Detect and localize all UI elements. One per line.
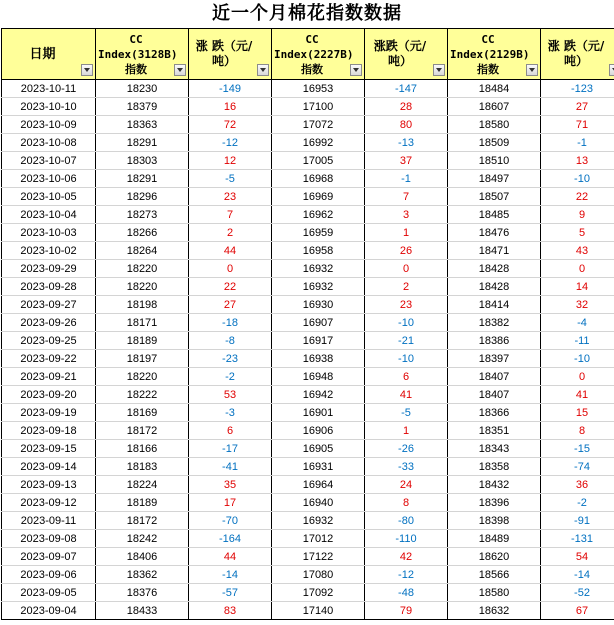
cell-change-2129b[interactable]: -10 [541, 170, 614, 188]
cell-index-2129b[interactable]: 18382 [448, 314, 541, 332]
cell-index-3128b[interactable]: 18406 [96, 548, 189, 566]
cell-change-3128b[interactable]: -149 [189, 80, 272, 98]
cell-change-2227b[interactable]: 1 [365, 224, 448, 242]
cell-index-3128b[interactable]: 18376 [96, 584, 189, 602]
cell-change-2129b[interactable]: 14 [541, 278, 614, 296]
cell-index-2227b[interactable]: 17100 [272, 98, 365, 116]
table-row [2, 476, 614, 494]
cell-index-3128b[interactable]: 18189 [96, 332, 189, 350]
cell-index-2227b[interactable]: 16969 [272, 188, 365, 206]
cell-index-2227b[interactable]: 17122 [272, 548, 365, 566]
cell-change-3128b[interactable]: -70 [189, 512, 272, 530]
cell-date[interactable]: 2023-09-27 [2, 296, 96, 314]
table-row [2, 134, 614, 152]
cell-change-2227b[interactable]: 8 [365, 494, 448, 512]
cell-index-3128b[interactable]: 18242 [96, 530, 189, 548]
cell-change-3128b[interactable]: 6 [189, 422, 272, 440]
cell-index-2129b[interactable]: 18397 [448, 350, 541, 368]
cell-change-3128b[interactable]: 16 [189, 98, 272, 116]
cell-change-3128b[interactable]: -2 [189, 368, 272, 386]
cell-date[interactable]: 2023-10-07 [2, 152, 96, 170]
cell-change-3128b[interactable]: 0 [189, 260, 272, 278]
table-row [2, 584, 614, 602]
cell-change-2129b[interactable]: 67 [541, 602, 614, 620]
cell-index-3128b[interactable]: 18230 [96, 80, 189, 98]
cell-index-3128b[interactable]: 18172 [96, 512, 189, 530]
cell-change-2129b[interactable]: -123 [541, 80, 614, 98]
cell-date[interactable]: 2023-09-11 [2, 512, 96, 530]
cell-change-3128b[interactable]: -41 [189, 458, 272, 476]
cell-date[interactable]: 2023-09-22 [2, 350, 96, 368]
table-row [2, 296, 614, 314]
cell-change-3128b[interactable]: -5 [189, 170, 272, 188]
cell-date[interactable]: 2023-09-29 [2, 260, 96, 278]
cell-change-2129b[interactable]: 71 [541, 116, 614, 134]
cell-index-2129b[interactable]: 18398 [448, 512, 541, 530]
cell-date[interactable]: 2023-10-08 [2, 134, 96, 152]
cell-index-3128b[interactable]: 18189 [96, 494, 189, 512]
cell-index-2129b[interactable]: 18351 [448, 422, 541, 440]
table-row [2, 512, 614, 530]
cell-change-2227b[interactable]: -110 [365, 530, 448, 548]
cell-date[interactable]: 2023-09-06 [2, 566, 96, 584]
header-label-line1: 涨 跌（元/ [547, 39, 605, 53]
cell-change-2129b[interactable]: 32 [541, 296, 614, 314]
cell-index-3128b[interactable]: 18166 [96, 440, 189, 458]
table-row [2, 152, 614, 170]
cell-index-2129b[interactable]: 18510 [448, 152, 541, 170]
header-change-2129b [541, 29, 614, 80]
cell-change-2227b[interactable]: -33 [365, 458, 448, 476]
cell-change-3128b[interactable]: 27 [189, 296, 272, 314]
cell-index-3128b[interactable]: 18296 [96, 188, 189, 206]
cell-index-3128b[interactable]: 18291 [96, 170, 189, 188]
cell-index-2227b[interactable]: 16992 [272, 134, 365, 152]
cell-change-3128b[interactable]: -57 [189, 584, 272, 602]
filter-dropdown-icon[interactable] [174, 64, 186, 76]
header-label-line1: 涨 跌（元/ [195, 39, 253, 53]
cell-index-3128b[interactable]: 18291 [96, 134, 189, 152]
cell-index-2227b[interactable]: 16948 [272, 368, 365, 386]
table-row [2, 440, 614, 458]
table-row [2, 242, 614, 260]
cell-index-3128b[interactable]: 18266 [96, 224, 189, 242]
header-index-2227b [272, 29, 365, 80]
cell-change-3128b[interactable]: -17 [189, 440, 272, 458]
cell-change-2227b[interactable]: 7 [365, 188, 448, 206]
cell-index-2129b[interactable]: 18484 [448, 80, 541, 98]
cell-index-2227b[interactable]: 16901 [272, 404, 365, 422]
table-row [2, 494, 614, 512]
cell-date[interactable]: 2023-09-08 [2, 530, 96, 548]
cell-index-2129b[interactable]: 18428 [448, 278, 541, 296]
cell-index-2227b[interactable]: 17072 [272, 116, 365, 134]
header-index-2129b [448, 29, 541, 80]
cell-date[interactable]: 2023-09-05 [2, 584, 96, 602]
cell-index-2227b[interactable]: 16940 [272, 494, 365, 512]
table-row [2, 350, 614, 368]
cell-index-3128b[interactable]: 18433 [96, 602, 189, 620]
cell-date[interactable]: 2023-10-09 [2, 116, 96, 134]
cell-change-2129b[interactable]: -1 [541, 134, 614, 152]
cell-change-2129b[interactable]: -11 [541, 332, 614, 350]
cell-change-2129b[interactable]: -74 [541, 458, 614, 476]
cell-change-2227b[interactable]: 42 [365, 548, 448, 566]
cell-index-2227b[interactable]: 17140 [272, 602, 365, 620]
cell-date[interactable]: 2023-10-03 [2, 224, 96, 242]
cell-index-2129b[interactable]: 18632 [448, 602, 541, 620]
cell-change-2227b[interactable]: 6 [365, 368, 448, 386]
cell-index-2129b[interactable]: 18366 [448, 404, 541, 422]
cell-change-3128b[interactable]: -164 [189, 530, 272, 548]
table-row [2, 170, 614, 188]
header-label-line2: Index(2227B) [274, 47, 354, 61]
cell-date[interactable]: 2023-09-12 [2, 494, 96, 512]
table-body [2, 80, 614, 620]
cell-change-2227b[interactable]: 24 [365, 476, 448, 494]
cell-index-2129b[interactable]: 18607 [448, 98, 541, 116]
cell-change-2227b[interactable]: -147 [365, 80, 448, 98]
header-label-line1: 涨跌（元/ [373, 39, 427, 53]
cell-change-2129b[interactable]: -14 [541, 566, 614, 584]
table-row [2, 224, 614, 242]
cell-change-2129b[interactable]: 54 [541, 548, 614, 566]
cell-index-2129b[interactable]: 18620 [448, 548, 541, 566]
cell-index-2129b[interactable]: 18471 [448, 242, 541, 260]
cell-change-2129b[interactable]: -10 [541, 350, 614, 368]
cell-date[interactable]: 2023-10-10 [2, 98, 96, 116]
cell-change-2227b[interactable]: 41 [365, 386, 448, 404]
header-label-line2: 吨） [387, 54, 412, 68]
cell-change-3128b[interactable]: 12 [189, 152, 272, 170]
cell-change-3128b[interactable]: 22 [189, 278, 272, 296]
cell-change-2227b[interactable]: -21 [365, 332, 448, 350]
table-row [2, 314, 614, 332]
filter-dropdown-icon[interactable] [350, 64, 362, 76]
cell-change-3128b[interactable]: 83 [189, 602, 272, 620]
cell-date[interactable]: 2023-09-20 [2, 386, 96, 404]
cell-index-2129b[interactable]: 18507 [448, 188, 541, 206]
filter-dropdown-icon[interactable] [526, 64, 538, 76]
cell-change-2129b[interactable]: 5 [541, 224, 614, 242]
cell-change-3128b[interactable]: 35 [189, 476, 272, 494]
cell-index-3128b[interactable]: 18220 [96, 260, 189, 278]
header-change-3128b [189, 29, 272, 80]
cell-index-2129b[interactable]: 18580 [448, 584, 541, 602]
cell-index-3128b[interactable]: 18220 [96, 368, 189, 386]
cell-index-3128b[interactable]: 18197 [96, 350, 189, 368]
table-row [2, 206, 614, 224]
cell-index-2227b[interactable]: 17012 [272, 530, 365, 548]
cell-index-2129b[interactable]: 18343 [448, 440, 541, 458]
cell-index-3128b[interactable]: 18273 [96, 206, 189, 224]
cell-index-3128b[interactable]: 18172 [96, 422, 189, 440]
cell-change-3128b[interactable]: 44 [189, 242, 272, 260]
cell-index-3128b[interactable]: 18220 [96, 278, 189, 296]
cell-date[interactable]: 2023-09-04 [2, 602, 96, 620]
cell-date[interactable]: 2023-09-14 [2, 458, 96, 476]
filter-dropdown-icon[interactable] [433, 64, 445, 76]
cell-change-2129b[interactable]: 0 [541, 368, 614, 386]
cell-index-2129b[interactable]: 18428 [448, 260, 541, 278]
cell-index-2129b[interactable]: 18476 [448, 224, 541, 242]
cell-change-3128b[interactable]: 72 [189, 116, 272, 134]
cell-change-3128b[interactable]: 23 [189, 188, 272, 206]
table-row [2, 458, 614, 476]
table-row [2, 566, 614, 584]
cell-index-2227b[interactable]: 16962 [272, 206, 365, 224]
table-row [2, 260, 614, 278]
cell-change-3128b[interactable]: -18 [189, 314, 272, 332]
cell-date[interactable]: 2023-09-25 [2, 332, 96, 350]
cell-change-3128b[interactable]: -3 [189, 404, 272, 422]
cell-index-3128b[interactable]: 18198 [96, 296, 189, 314]
cell-change-3128b[interactable]: 17 [189, 494, 272, 512]
cell-change-2227b[interactable]: 28 [365, 98, 448, 116]
header-date [2, 29, 96, 80]
table-row [2, 602, 614, 620]
cell-index-2227b[interactable]: 16906 [272, 422, 365, 440]
cell-change-2227b[interactable]: 1 [365, 422, 448, 440]
cell-change-2227b[interactable]: -10 [365, 350, 448, 368]
table-row [2, 98, 614, 116]
cell-index-2129b[interactable]: 18414 [448, 296, 541, 314]
table-row [2, 332, 614, 350]
table-row [2, 404, 614, 422]
cell-index-3128b[interactable]: 18222 [96, 386, 189, 404]
cell-change-3128b[interactable]: -23 [189, 350, 272, 368]
cell-index-2129b[interactable]: 18497 [448, 170, 541, 188]
table-row [2, 116, 614, 134]
cell-change-2129b[interactable]: 36 [541, 476, 614, 494]
cell-change-2227b[interactable]: -26 [365, 440, 448, 458]
header-label-line1: CC [481, 32, 495, 46]
cell-index-2227b[interactable]: 16958 [272, 242, 365, 260]
cell-index-3128b[interactable]: 18171 [96, 314, 189, 332]
table-row [2, 80, 614, 98]
cell-date[interactable]: 2023-09-19 [2, 404, 96, 422]
cell-index-2227b[interactable]: 16907 [272, 314, 365, 332]
header-label-line3: 指数 [477, 62, 499, 76]
cell-index-2227b[interactable]: 16953 [272, 80, 365, 98]
cell-index-2129b[interactable]: 18580 [448, 116, 541, 134]
table-row [2, 188, 614, 206]
cell-index-2227b[interactable]: 16968 [272, 170, 365, 188]
cotton-index-table [1, 28, 614, 620]
cell-date[interactable]: 2023-10-11 [2, 80, 96, 98]
cell-change-2227b[interactable]: 79 [365, 602, 448, 620]
cell-date[interactable]: 2023-09-15 [2, 440, 96, 458]
cell-change-3128b[interactable]: 2 [189, 224, 272, 242]
cell-change-2227b[interactable]: 80 [365, 116, 448, 134]
cell-index-2227b[interactable]: 16905 [272, 440, 365, 458]
table-row [2, 278, 614, 296]
cell-change-2129b[interactable]: -4 [541, 314, 614, 332]
header-row [2, 29, 614, 80]
header-label-line2: 吨） [211, 54, 236, 68]
cell-change-2129b[interactable]: -91 [541, 512, 614, 530]
header-index-3128b [96, 29, 189, 80]
cell-date[interactable]: 2023-10-04 [2, 206, 96, 224]
cell-index-2227b[interactable]: 17080 [272, 566, 365, 584]
cell-index-2227b[interactable]: 17092 [272, 584, 365, 602]
cell-change-2129b[interactable]: 22 [541, 188, 614, 206]
header-label-line2: Index(2129B) [450, 47, 530, 61]
cell-index-2227b[interactable]: 16959 [272, 224, 365, 242]
cell-change-3128b[interactable]: 7 [189, 206, 272, 224]
cell-change-2129b[interactable]: 43 [541, 242, 614, 260]
cell-date[interactable]: 2023-09-18 [2, 422, 96, 440]
cell-index-2227b[interactable]: 16932 [272, 278, 365, 296]
header-label-line2: Index(3128B) [98, 47, 178, 61]
cell-change-2227b[interactable]: -12 [365, 566, 448, 584]
cell-date[interactable]: 2023-10-06 [2, 170, 96, 188]
header-label-line1: CC [305, 32, 319, 46]
cell-index-2227b[interactable]: 17005 [272, 152, 365, 170]
cell-index-2227b[interactable]: 16932 [272, 512, 365, 530]
cell-date[interactable]: 2023-10-02 [2, 242, 96, 260]
cell-date[interactable]: 2023-10-05 [2, 188, 96, 206]
cell-index-2227b[interactable]: 16938 [272, 350, 365, 368]
cell-change-2129b[interactable]: 13 [541, 152, 614, 170]
cell-change-2227b[interactable]: 37 [365, 152, 448, 170]
cell-index-2227b[interactable]: 16932 [272, 260, 365, 278]
cell-change-3128b[interactable]: -12 [189, 134, 272, 152]
cell-change-2227b[interactable]: -1 [365, 170, 448, 188]
sheet-title: 近一个月棉花指数数据 [212, 3, 402, 24]
cell-change-2129b[interactable]: 15 [541, 404, 614, 422]
cell-index-3128b[interactable]: 18379 [96, 98, 189, 116]
cell-index-2129b[interactable]: 18407 [448, 386, 541, 404]
cell-index-2129b[interactable]: 18407 [448, 368, 541, 386]
cell-change-3128b[interactable]: 53 [189, 386, 272, 404]
cell-index-2227b[interactable]: 16942 [272, 386, 365, 404]
cell-change-3128b[interactable]: -14 [189, 566, 272, 584]
table-row [2, 548, 614, 566]
cell-index-3128b[interactable]: 18362 [96, 566, 189, 584]
cell-index-3128b[interactable]: 18169 [96, 404, 189, 422]
cell-index-2129b[interactable]: 18386 [448, 332, 541, 350]
cell-change-2227b[interactable]: 0 [365, 260, 448, 278]
filter-dropdown-icon[interactable] [609, 64, 614, 76]
cell-index-3128b[interactable]: 18363 [96, 116, 189, 134]
cell-index-2129b[interactable]: 18489 [448, 530, 541, 548]
table-row [2, 386, 614, 404]
table-row [2, 530, 614, 548]
cell-change-2129b[interactable]: 9 [541, 206, 614, 224]
cell-date[interactable]: 2023-09-13 [2, 476, 96, 494]
cell-index-2129b[interactable]: 18485 [448, 206, 541, 224]
cell-change-2227b[interactable]: 3 [365, 206, 448, 224]
cell-change-2129b[interactable]: 8 [541, 422, 614, 440]
cell-index-2129b[interactable]: 18432 [448, 476, 541, 494]
header-label-line3: 指数 [125, 62, 147, 76]
cell-index-3128b[interactable]: 18224 [96, 476, 189, 494]
header-label-line3: 指数 [301, 62, 323, 76]
filter-dropdown-icon[interactable] [257, 64, 269, 76]
cell-index-2227b[interactable]: 16917 [272, 332, 365, 350]
header-date-label: 日期 [29, 46, 56, 62]
cell-date[interactable]: 2023-09-26 [2, 314, 96, 332]
cell-change-2129b[interactable]: 41 [541, 386, 614, 404]
cell-index-3128b[interactable]: 18183 [96, 458, 189, 476]
header-label-line1: CC [129, 32, 143, 46]
cell-change-2129b[interactable]: 27 [541, 98, 614, 116]
cell-change-3128b[interactable]: 44 [189, 548, 272, 566]
cell-index-2129b[interactable]: 18509 [448, 134, 541, 152]
cell-change-2129b[interactable]: -52 [541, 584, 614, 602]
cell-index-2129b[interactable]: 18396 [448, 494, 541, 512]
cell-index-3128b[interactable]: 18264 [96, 242, 189, 260]
cell-index-2227b[interactable]: 16930 [272, 296, 365, 314]
cell-date[interactable]: 2023-09-21 [2, 368, 96, 386]
header-change-2227b [365, 29, 448, 80]
filter-dropdown-icon[interactable] [81, 64, 93, 76]
cell-date[interactable]: 2023-09-07 [2, 548, 96, 566]
cell-change-2227b[interactable]: -13 [365, 134, 448, 152]
cell-change-2227b[interactable]: 26 [365, 242, 448, 260]
cell-change-2227b[interactable]: -80 [365, 512, 448, 530]
cell-change-2129b[interactable]: -131 [541, 530, 614, 548]
cell-index-3128b[interactable]: 18303 [96, 152, 189, 170]
cell-change-2129b[interactable]: 0 [541, 260, 614, 278]
cell-index-2129b[interactable]: 18358 [448, 458, 541, 476]
cell-index-2227b[interactable]: 16964 [272, 476, 365, 494]
table-row [2, 422, 614, 440]
cell-change-2227b[interactable]: 2 [365, 278, 448, 296]
cell-change-2129b[interactable]: -2 [541, 494, 614, 512]
cell-date[interactable]: 2023-09-28 [2, 278, 96, 296]
cell-index-2227b[interactable]: 16931 [272, 458, 365, 476]
cell-change-2129b[interactable]: -15 [541, 440, 614, 458]
cell-change-3128b[interactable]: -8 [189, 332, 272, 350]
cell-index-2129b[interactable]: 18566 [448, 566, 541, 584]
cell-change-2227b[interactable]: 23 [365, 296, 448, 314]
cell-change-2227b[interactable]: -48 [365, 584, 448, 602]
header-label-line2: 吨） [563, 54, 588, 68]
cell-change-2227b[interactable]: -5 [365, 404, 448, 422]
table-row [2, 368, 614, 386]
cell-change-2227b[interactable]: -10 [365, 314, 448, 332]
